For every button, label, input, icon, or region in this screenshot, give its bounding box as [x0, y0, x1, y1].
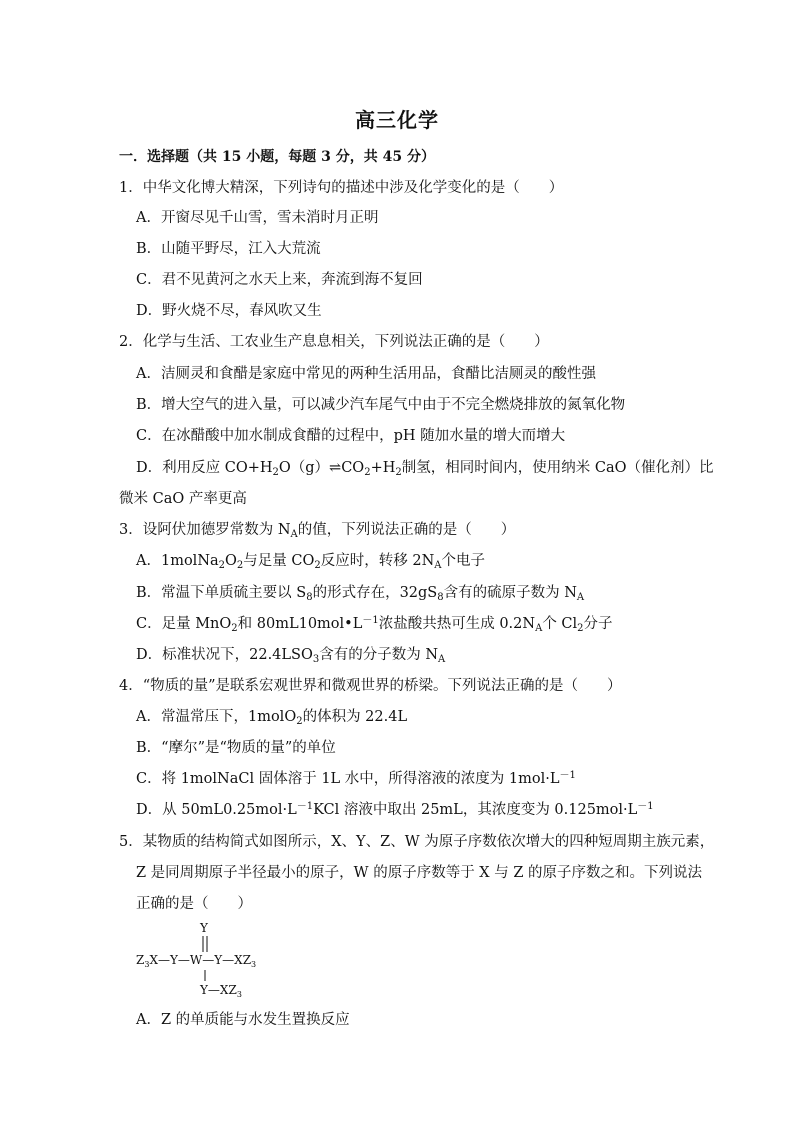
- question-2-option-d: D．利用反应 $CO+H_2O(g)\rightleftharpoons CO_2+H_2$制氢，相同时间内，使用纳米 CaO（催化剂）比: [136, 460, 714, 478]
- question-3-option-b: B．常温下单质硫主要以 $S_8$的形式存在，$32gS_8$含有的硫原子数为 $N_A$: [136, 585, 585, 603]
- question-4-stem: 4．“物质的量”是联系宏观世界和微观世界的桥梁。下列说法正确的是（ ）: [119, 678, 622, 694]
- question-2-option-c: C．在冰醋酸中加水制成食醋的过程中，pH 随加水量的增大而增大: [136, 428, 566, 444]
- question-3-option-a: A．$1molNa_2O_2$与足量 $CO_2$反应时，转移 $2N_A$个电子: [136, 553, 486, 571]
- question-5-stem-line-2: Z 是同周期原子半径最小的原子，W 的原子序数等于 X 与 Z 的原子序数之和。下列说法: [136, 865, 703, 881]
- question-4-option-b: B．“摩尔”是“物质的量”的单位: [136, 740, 336, 756]
- section-heading: 一．选择题（共 15 小题，每题 3 分，共 45 分）: [119, 149, 435, 165]
- question-1-option-b: B．山随平野尽，江入大荒流: [136, 241, 321, 257]
- question-3-option-d: D．标准状况下，$22.4LSO_3$含有的分子数为 $N_A$: [136, 647, 446, 665]
- question-1-option-c: C．君不见黄河之水天上来，奔流到海不复回: [136, 272, 423, 288]
- question-2-option-d-continued: 微米 CaO 产率更高: [119, 491, 247, 507]
- page-title: 高三化学: [355, 108, 439, 132]
- structural-formula: [130, 918, 290, 1000]
- question-1-option-a: A．开窗尽见千山雪，雪未消时月正明: [136, 210, 379, 226]
- structure-main-chain: $Z_3X—Y—W—Y—XZ_3$: [136, 953, 257, 969]
- question-5-option-a: A．Z 的单质能与水发生置换反应: [136, 1012, 350, 1028]
- question-1-stem: 1．中华文化博大精深，下列诗句的描述中涉及化学变化的是（ ）: [119, 180, 564, 196]
- question-5-stem-line-3: 正确的是（ ）: [136, 896, 252, 912]
- question-4-option-c: C．将 1molNaCl 固体溶于 1L 水中，所得溶液的浓度为 $1mol\cdot L^{-1}$: [136, 770, 576, 787]
- structure-bottom-group: $Y—XZ_3$: [200, 983, 242, 999]
- question-4-option-a: A．常温常压下，1molO$_2$的体积为 22.4L: [136, 709, 408, 727]
- structure-top-atom: Y: [200, 921, 208, 935]
- question-4-option-d: D．从 $50mL0.25mol\cdot L^{-1}KCl$ 溶液中取出 25mL，其浓度变为 $0.125mol\cdot L^{-1}$: [136, 801, 654, 818]
- question-1-option-d: D．野火烧不尽，春风吹又生: [136, 303, 322, 319]
- question-2-option-b: B．增大空气的进入量，可以减少汽车尾气中由于不完全燃烧排放的氮氧化物: [136, 397, 626, 413]
- question-3-option-c: C．足量 MnO$_2$和 $80mL10mol•L^{-1}$浓盐酸共热可生成 $0.2N_A$个 $Cl_2$分子: [136, 615, 613, 634]
- question-3-stem: 3．设阿伏加德罗常数为 $N_A$的值，下列说法正确的是（ ）: [119, 522, 516, 540]
- question-2-stem: 2．化学与生活、工农业生产息息相关，下列说法正确的是（ ）: [119, 334, 549, 350]
- question-2-option-a: A．洁厕灵和食醋是家庭中常见的两种生活用品，食醋比洁厕灵的酸性强: [136, 366, 596, 382]
- question-5-stem-line-1: 5．某物质的结构简式如图所示，X、Y、Z、W 为原子序数依次增大的四种短周期主族元素，: [119, 834, 715, 850]
